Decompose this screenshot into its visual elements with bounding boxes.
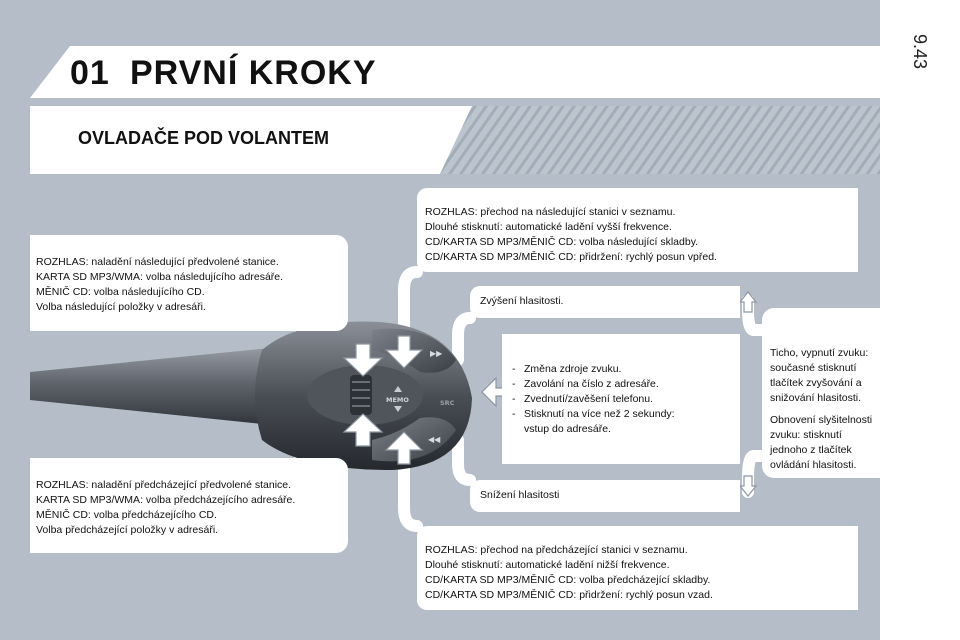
callout-line: CD/KARTA SD MP3/MĚNIČ CD: volba následující skladby. (425, 236, 699, 248)
page-number: 9.43 (910, 33, 931, 69)
prev-glyph: ◀◀ (428, 435, 441, 444)
list-item: - Změna zdroje zvuku. (508, 362, 734, 377)
callout-src (502, 334, 740, 464)
callout-line: CD/KARTA SD MP3/MĚNIČ CD: přidržení: rychlý posun vzad. (425, 589, 713, 601)
callout-next-track (417, 188, 858, 272)
section-title: OVLADAČE POD VOLANTEM (78, 128, 330, 148)
callout-prev-track (417, 526, 858, 610)
next-glyph: ▶▶ (430, 349, 443, 358)
src-function-list (508, 362, 734, 422)
callout-line: Snížení hlasitosti (480, 489, 560, 501)
callout-line: KARTA SD MP3/WMA: volba následujícího adresáře. (36, 271, 284, 283)
connector-volume-up (458, 318, 470, 360)
chapter-title: PRVNÍ KROKY (130, 54, 377, 92)
callout-left-bottom (30, 458, 348, 553)
callout-line: Volba předcházející položky v adresáři. (36, 524, 219, 536)
chapter-number: 01 (70, 54, 110, 92)
callout-left-top (30, 235, 348, 331)
callout-volume-up (470, 286, 740, 318)
callout-line: Obnovení slyšitelnosti zvuku: stisknutí jednoho z tlačítek ovládání hlasitosti. (770, 414, 873, 471)
callout-line: Zvýšení hlasitosti. (480, 295, 564, 307)
callout-line: Ticho, vypnutí zvuku: současné stisknutí tlačítek zvyšování a snižování hlasitosti. (770, 347, 869, 404)
callout-mute (762, 308, 880, 478)
callout-line: CD/KARTA SD MP3/MĚNIČ CD: volba předcházející skladby. (425, 574, 711, 586)
list-item: - Stisknutí na více než 2 sekundy: (508, 407, 734, 422)
callout-line: ROZHLAS: přechod na následující stanici v seznamu. (425, 206, 676, 218)
list-item: - Zavolání na číslo z adresáře. (508, 377, 734, 392)
callout-line: ROZHLAS: naladění předcházející předvolené stanice. (36, 479, 292, 491)
callout-line: KARTA SD MP3/WMA: volba předcházejícího adresáře. (36, 494, 296, 506)
src-label: SRC (440, 399, 455, 407)
list-item: - Zvednutí/zavěšení telefonu. (508, 392, 734, 407)
callout-line: MĚNIČ CD: volba následujícího CD. (36, 286, 205, 298)
memo-label: MEMO (386, 396, 409, 404)
callout-line: Dlouhé stisknutí: automatické ladění vyšší frekvence. (425, 221, 672, 233)
callout-line: Volba následující položky v adresáři. (36, 301, 206, 313)
callout-line: ROZHLAS: naladění následující předvolené stanice. (36, 256, 279, 268)
callout-line: MĚNIČ CD: volba předcházejícího CD. (36, 509, 217, 521)
callout-volume-down (470, 480, 740, 512)
callout-line: Dlouhé stisknutí: automatické ladění nižší frekvence. (425, 559, 670, 571)
list-item-continuation: vstup do adresáře. (524, 423, 611, 435)
callout-line: ROZHLAS: přechod na předcházející stanici v seznamu. (425, 544, 688, 556)
callout-line: CD/KARTA SD MP3/MĚNIČ CD: přidržení: rychlý posun vpřed. (425, 251, 717, 263)
connector-volume-down (458, 440, 470, 480)
